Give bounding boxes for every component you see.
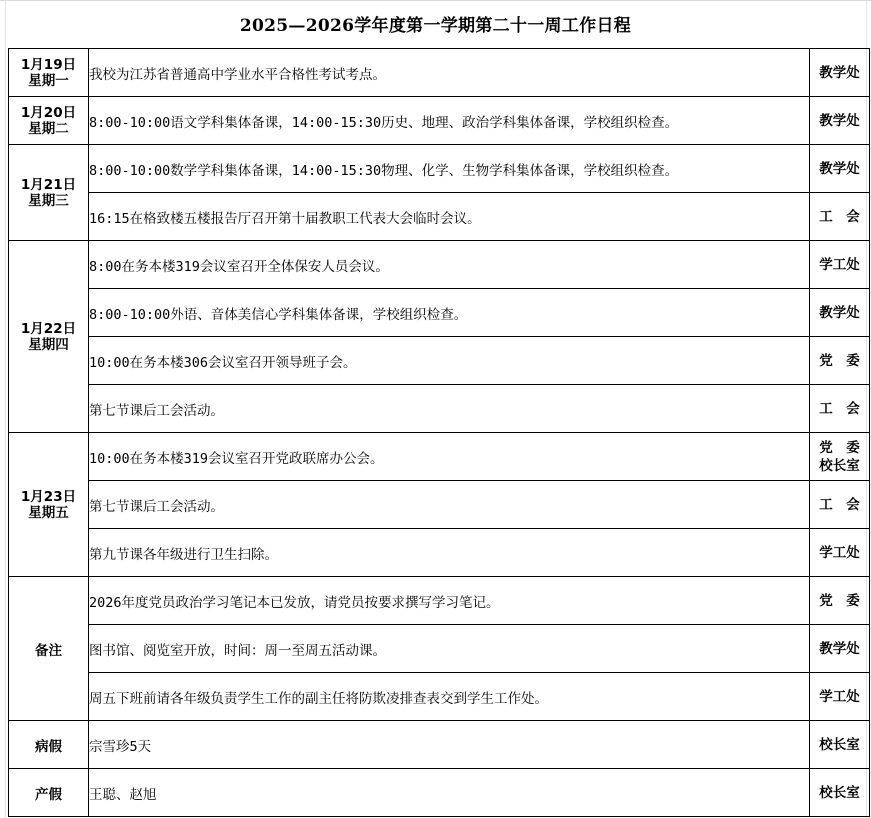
department-label: 党 委 xyxy=(819,439,860,456)
schedule-item: 10:00在务本楼319会议室召开党政联席办公会。 xyxy=(89,433,810,481)
note-item: 2026年度党员政治学习笔记本已发放，请党员按要求撰写学习笔记。 xyxy=(89,577,810,625)
department-cell: 党 委 xyxy=(810,337,870,385)
weekday-label: 星期三 xyxy=(28,192,69,209)
left-gutter xyxy=(0,1,6,818)
weekday-label: 星期四 xyxy=(28,336,69,353)
table-row xyxy=(9,49,870,97)
weekday-label: 星期一 xyxy=(28,72,69,89)
department-cell: 教学处 xyxy=(810,49,870,97)
department-cell: 教学处 xyxy=(810,145,870,193)
sick-leave-names: 宗雪珍5天 xyxy=(89,721,810,769)
department-cell: 学工处 xyxy=(810,241,870,289)
department-cell: 教学处 xyxy=(810,625,870,673)
page-title: 2025—2026学年度第一学期第二十一周工作日程 xyxy=(239,16,632,36)
schedule-item: 第七节课后工会活动。 xyxy=(89,385,810,433)
department-cell: 工 会 xyxy=(810,193,870,241)
schedule-item: 16:15在格致楼五楼报告厅召开第十届教职工代表大会临时会议。 xyxy=(89,193,810,241)
department-cell: 校长室 xyxy=(810,769,870,817)
department-cell: 学工处 xyxy=(810,673,870,721)
department-label: 校长室 xyxy=(819,457,860,474)
day-cell-tuesday xyxy=(9,97,89,145)
table-row xyxy=(9,433,870,481)
schedule-item: 第九节课各年级进行卫生扫除。 xyxy=(89,529,810,577)
table-row xyxy=(9,673,870,721)
department-cell xyxy=(810,433,870,481)
date-label: 1月23日 xyxy=(20,488,77,505)
department-cell: 工 会 xyxy=(810,385,870,433)
table-row xyxy=(9,241,870,289)
weekday-label: 星期五 xyxy=(28,504,69,521)
schedule-item: 我校为江苏省普通高中学业水平合格性考试考点。 xyxy=(89,49,810,97)
table-row xyxy=(9,625,870,673)
department-cell: 校长室 xyxy=(810,721,870,769)
department-cell: 教学处 xyxy=(810,289,870,337)
table-row xyxy=(9,577,870,625)
department-cell: 教学处 xyxy=(810,97,870,145)
maternity-leave-names: 王聪、赵旭 xyxy=(89,769,810,817)
table-row xyxy=(9,721,870,769)
note-item: 周五下班前请各年级负责学生工作的副主任将防欺凌排查表交到学生工作处。 xyxy=(89,673,810,721)
table-row xyxy=(9,769,870,817)
day-cell-wednesday xyxy=(9,145,89,241)
date-label: 1月22日 xyxy=(20,320,77,337)
date-label: 1月19日 xyxy=(20,56,77,73)
date-label: 1月21日 xyxy=(20,176,77,193)
day-cell-friday xyxy=(9,433,89,577)
notes-label: 备注 xyxy=(9,577,89,721)
schedule-item: 8:00-10:00语文学科集体备课，14:00-15:30历史、地理、政治学科集体备课，学校组织检查。 xyxy=(89,97,810,145)
schedule-item: 10:00在务本楼306会议室召开领导班子会。 xyxy=(89,337,810,385)
table-row xyxy=(9,385,870,433)
table-row xyxy=(9,289,870,337)
table-row xyxy=(9,145,870,193)
schedule-table xyxy=(8,48,870,817)
table-row xyxy=(9,337,870,385)
date-label: 1月20日 xyxy=(20,104,77,121)
schedule-item: 8:00-10:00外语、音体美信心学科集体备课，学校组织检查。 xyxy=(89,289,810,337)
weekday-label: 星期二 xyxy=(28,120,69,137)
note-item: 图书馆、阅览室开放，时间：周一至周五活动课。 xyxy=(89,625,810,673)
schedule-item: 8:00-10:00数学学科集体备课，14:00-15:30物理、化学、生物学科集体备课，学校组织检查。 xyxy=(89,145,810,193)
department-cell: 工 会 xyxy=(810,481,870,529)
table-row xyxy=(9,481,870,529)
department-cell: 党 委 xyxy=(810,577,870,625)
maternity-leave-label: 产假 xyxy=(9,769,89,817)
schedule-item: 第七节课后工会活动。 xyxy=(89,481,810,529)
sick-leave-label: 病假 xyxy=(9,721,89,769)
table-row xyxy=(9,97,870,145)
day-cell-thursday xyxy=(9,241,89,433)
day-cell-monday xyxy=(9,49,89,97)
table-row xyxy=(9,529,870,577)
table-row xyxy=(9,193,870,241)
schedule-item: 8:00在务本楼319会议室召开全体保安人员会议。 xyxy=(89,241,810,289)
department-cell: 学工处 xyxy=(810,529,870,577)
